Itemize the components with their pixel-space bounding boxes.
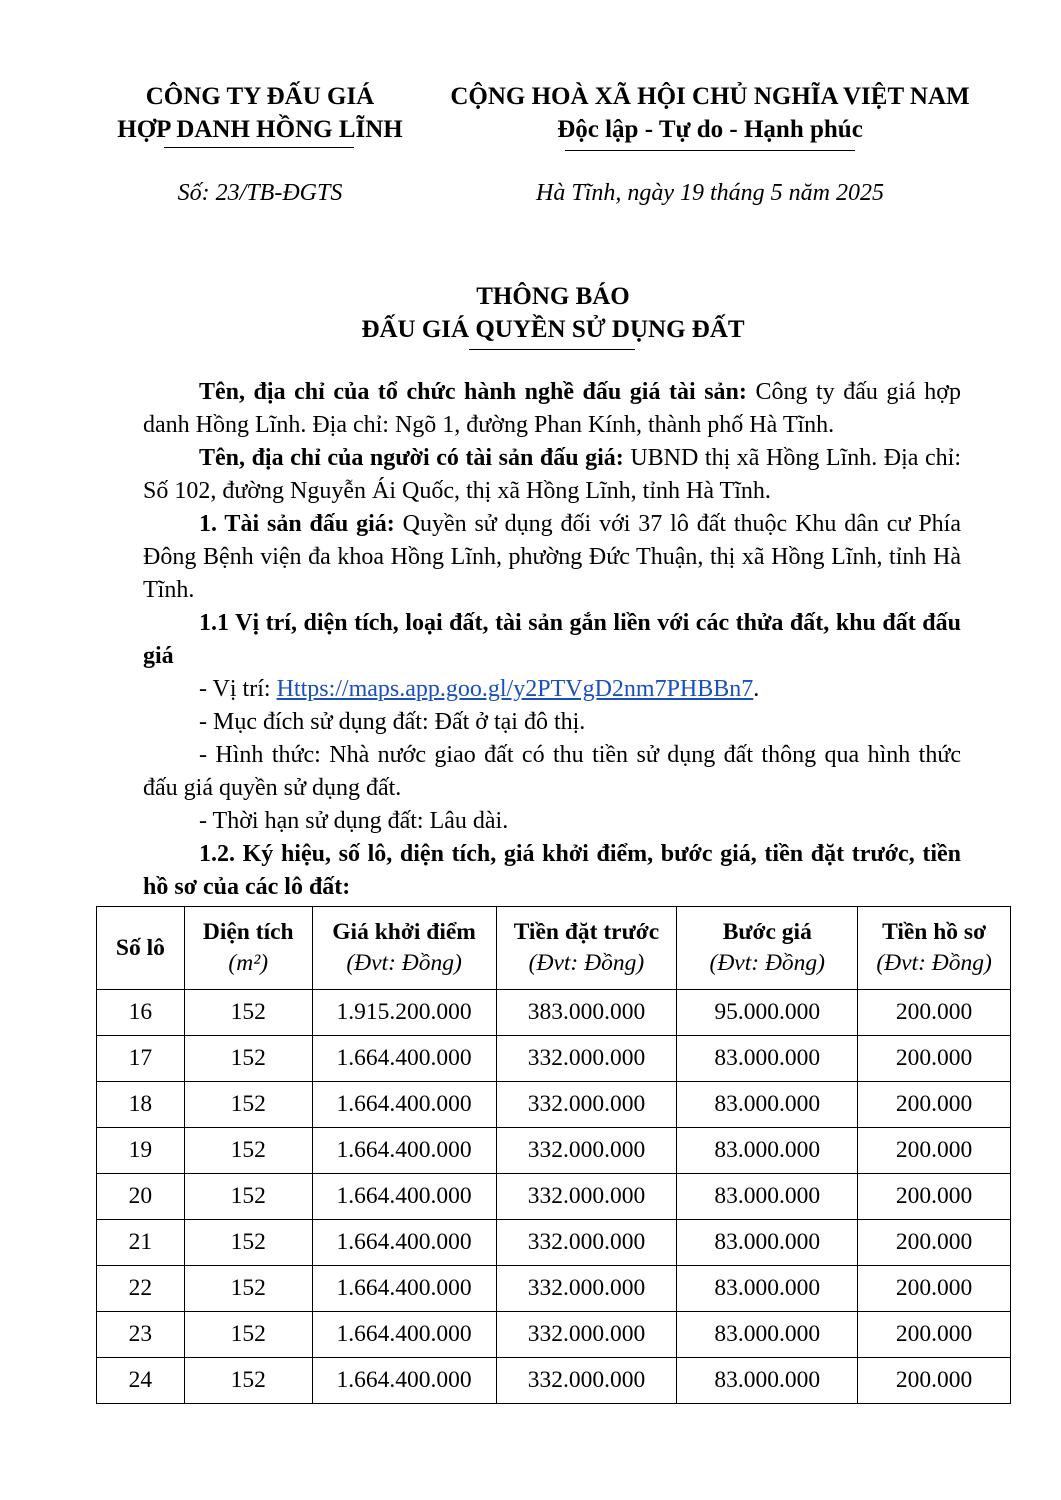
- lot-area: 152: [184, 1266, 312, 1312]
- auction-org-text: Công ty đấu giá hợp danh Hồng Lĩnh. Địa chỉ: Ngõ 1, đường Phan Kính, thành phố Hà Tĩnh.: [143, 379, 961, 438]
- location-prefix: - Vị trí:: [199, 676, 277, 702]
- location-line: [143, 673, 961, 706]
- lot-price-step: 83.000.000: [677, 1358, 858, 1404]
- lot-area: 152: [184, 1036, 312, 1082]
- col-header-deposit: Tiền đặt trước (Đvt: Đồng): [496, 907, 677, 990]
- motto-underline: [565, 150, 855, 151]
- lot-area: 152: [184, 1128, 312, 1174]
- allocation-form: - Hình thức: Nhà nước giao đất có thu tiền sử dụng đất thông qua hình thức đấu giá quyền sử dụng đất.: [143, 742, 961, 801]
- asset-owner-paragraph: [143, 442, 961, 508]
- col-header-lot: Số lô: [97, 907, 185, 990]
- lot-deposit: 332.000.000: [496, 1128, 677, 1174]
- notice-title: [0, 280, 1061, 346]
- place-date: Hà Tĩnh, ngày 19 tháng 5 năm 2025: [536, 180, 884, 206]
- section-1-1-heading: 1.1 Vị trí, diện tích, loại đất, tài sản gắn liền với các thửa đất, khu đất đấu giá: [143, 610, 961, 669]
- lot-dossier-fee: 200.000: [858, 1082, 1011, 1128]
- lot-price-step: 83.000.000: [677, 1174, 858, 1220]
- table-row: [97, 990, 1011, 1036]
- lot-area: 152: [184, 1082, 312, 1128]
- location-map-link[interactable]: Https://maps.app.goo.gl/y2PTVgD2nm7PHBBn7: [276, 676, 754, 702]
- lot-price-step: 83.000.000: [677, 1266, 858, 1312]
- lot-number: 19: [97, 1128, 185, 1174]
- lot-starting-price: 1.664.400.000: [312, 1312, 496, 1358]
- lot-dossier-fee: 200.000: [858, 1128, 1011, 1174]
- lot-price-step: 83.000.000: [677, 1036, 858, 1082]
- asset-paragraph: [143, 508, 961, 607]
- lot-price-step: 95.000.000: [677, 990, 858, 1036]
- location-suffix: .: [753, 676, 760, 702]
- table-row: [97, 1174, 1011, 1220]
- lot-deposit: 332.000.000: [496, 1036, 677, 1082]
- lot-dossier-fee: 200.000: [858, 1266, 1011, 1312]
- national-motto: [440, 80, 980, 146]
- lot-area: 152: [184, 1358, 312, 1404]
- table-row: [97, 1128, 1011, 1174]
- lots-table: [96, 906, 1011, 1404]
- lot-deposit: 332.000.000: [496, 1266, 677, 1312]
- nation-motto: Độc lập - Tự do - Hạnh phúc: [557, 116, 863, 143]
- section-1-2-heading: 1.2. Ký hiệu, số lô, diện tích, giá khởi điểm, bước giá, tiền đặt trước, tiền hồ sơ của các lô đất:: [143, 841, 961, 900]
- table-row: [97, 1312, 1011, 1358]
- title-line2: ĐẤU GIÁ QUYỀN SỬ DỤNG ĐẤT: [361, 316, 745, 343]
- lot-deposit: 332.000.000: [496, 1174, 677, 1220]
- title-underline: [469, 349, 635, 350]
- col-header-dossier-fee: Tiền hồ sơ (Đvt: Đồng): [858, 907, 1011, 990]
- org-underline: [164, 147, 354, 148]
- land-purpose: - Mục đích sử dụng đất: Đất ở tại đô thị.: [199, 709, 586, 735]
- table-row: [97, 1220, 1011, 1266]
- lot-dossier-fee: 200.000: [858, 990, 1011, 1036]
- lot-price-step: 83.000.000: [677, 1220, 858, 1266]
- use-term: - Thời hạn sử dụng đất: Lâu dài.: [199, 808, 509, 834]
- lot-dossier-fee: 200.000: [858, 1036, 1011, 1082]
- lot-number: 21: [97, 1220, 185, 1266]
- col-header-price-step: Bước giá (Đvt: Đồng): [677, 907, 858, 990]
- title-line1: THÔNG BÁO: [476, 283, 630, 310]
- lot-area: 152: [184, 990, 312, 1036]
- lot-price-step: 83.000.000: [677, 1312, 858, 1358]
- auction-org-label: Tên, địa chỉ của tổ chức hành nghề đấu giá tài sản:: [199, 379, 747, 405]
- asset-text: Quyền sử dụng đối với 37 lô đất thuộc Khu dân cư Phía Đông Bệnh viện đa khoa Hồng Lĩnh, phường Đức Thuận, thị xã Hồng Lĩnh, tỉnh Hà Tĩnh.: [143, 511, 961, 603]
- lot-deposit: 332.000.000: [496, 1312, 677, 1358]
- table-row: [97, 1082, 1011, 1128]
- lot-starting-price: 1.664.400.000: [312, 1082, 496, 1128]
- lot-dossier-fee: 200.000: [858, 1312, 1011, 1358]
- col-header-area: Diện tích (m²): [184, 907, 312, 990]
- auction-org-paragraph: [143, 376, 961, 442]
- lot-starting-price: 1.915.200.000: [312, 990, 496, 1036]
- lot-dossier-fee: 200.000: [858, 1174, 1011, 1220]
- org-name-line1: CÔNG TY ĐẤU GIÁ: [145, 83, 375, 110]
- lot-number: 24: [97, 1358, 185, 1404]
- lot-dossier-fee: 200.000: [858, 1358, 1011, 1404]
- document-number: Số: 23/TB-ĐGTS: [177, 180, 343, 206]
- lot-area: 152: [184, 1312, 312, 1358]
- lot-number: 17: [97, 1036, 185, 1082]
- lot-deposit: 332.000.000: [496, 1358, 677, 1404]
- asset-label: 1. Tài sản đấu giá:: [199, 511, 395, 537]
- table-row: [97, 1036, 1011, 1082]
- lot-number: 22: [97, 1266, 185, 1312]
- lot-starting-price: 1.664.400.000: [312, 1266, 496, 1312]
- lot-number: 20: [97, 1174, 185, 1220]
- table-header-row: [97, 907, 1011, 990]
- lot-starting-price: 1.664.400.000: [312, 1036, 496, 1082]
- lot-area: 152: [184, 1220, 312, 1266]
- lot-starting-price: 1.664.400.000: [312, 1220, 496, 1266]
- asset-owner-text: UBND thị xã Hồng Lĩnh. Địa chỉ: Số 102, đường Nguyễn Ái Quốc, thị xã Hồng Lĩnh, tỉnh Hà Tĩnh.: [143, 445, 961, 504]
- org-name: [100, 80, 420, 146]
- lot-starting-price: 1.664.400.000: [312, 1358, 496, 1404]
- lot-dossier-fee: 200.000: [858, 1220, 1011, 1266]
- table-row: [97, 1266, 1011, 1312]
- lot-number: 18: [97, 1082, 185, 1128]
- lot-starting-price: 1.664.400.000: [312, 1174, 496, 1220]
- lot-deposit: 383.000.000: [496, 990, 677, 1036]
- nation-title: CỘNG HOÀ XÃ HỘI CHỦ NGHĨA VIỆT NAM: [450, 83, 970, 110]
- col-header-starting-price: Giá khởi điểm (Đvt: Đồng): [312, 907, 496, 990]
- lot-price-step: 83.000.000: [677, 1128, 858, 1174]
- lot-deposit: 332.000.000: [496, 1082, 677, 1128]
- lot-area: 152: [184, 1174, 312, 1220]
- lot-price-step: 83.000.000: [677, 1082, 858, 1128]
- lot-number: 23: [97, 1312, 185, 1358]
- lot-starting-price: 1.664.400.000: [312, 1128, 496, 1174]
- asset-owner-label: Tên, địa chỉ của người có tài sản đấu giá:: [199, 445, 624, 471]
- lot-deposit: 332.000.000: [496, 1220, 677, 1266]
- org-name-line2: HỢP DANH HỒNG LĨNH: [117, 116, 403, 143]
- table-row: [97, 1358, 1011, 1404]
- lot-number: 16: [97, 990, 185, 1036]
